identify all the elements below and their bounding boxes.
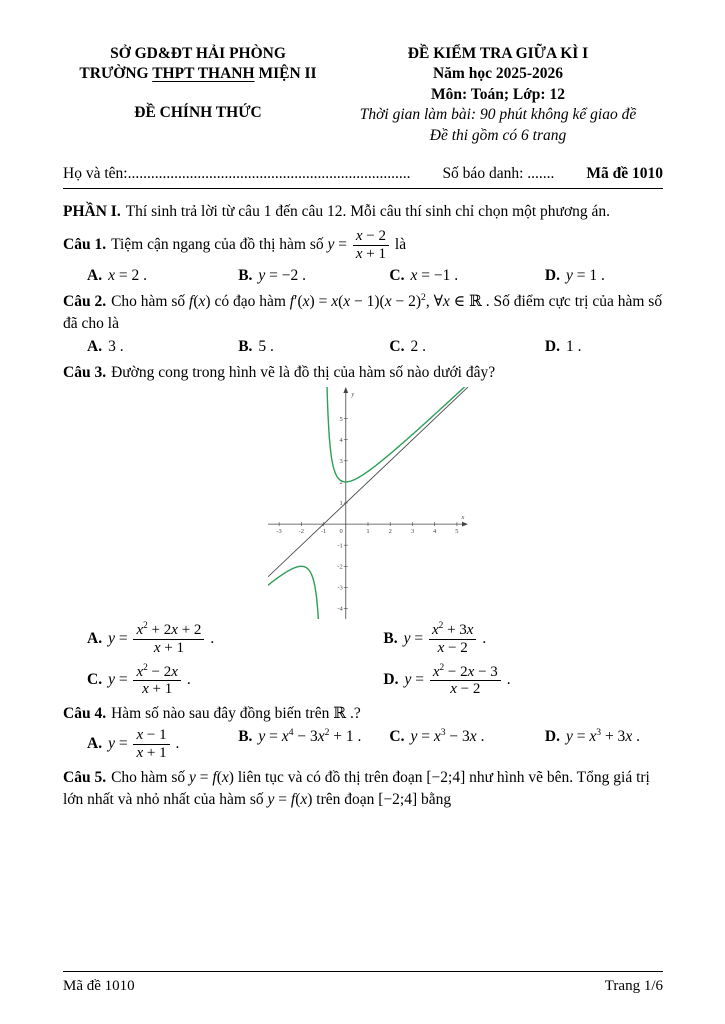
question-2 [63,291,663,358]
subject-grade: Môn: Toán; Lớp: 12 [431,85,565,103]
question-4-stem [63,703,663,725]
option-c-value: 2 . [410,337,426,355]
option-c-label: C. [389,266,405,284]
official-exam-label: ĐỀ CHÍNH THỨC [134,103,262,121]
question-4-option-d [545,726,663,763]
svg-text:1: 1 [339,500,343,508]
question-1-options [63,265,663,287]
question-3-option-d [383,663,663,700]
svg-text:-4: -4 [337,605,343,613]
option-c-value: y = $\frac{x^2 - 2x}{x + 1}$ . [108,662,191,698]
option-d-value: y = 1 . [565,266,605,284]
svg-text:-1: -1 [320,528,327,536]
question-2-option-c [389,336,545,358]
footer-page-number: Trang 1/6 [604,977,663,994]
question-3-text: Đường cong trong hình vẽ là đồ thị của hàm số nào dưới đây? [111,363,496,381]
duration-note: Thời gian làm bài: 90 phút không kể giao đề [359,106,637,124]
question-4-option-c [389,726,545,763]
svg-text:-1: -1 [337,542,343,550]
option-b-value: $y = x^4 - 3x^2 + 1$ . [258,727,362,746]
svg-text:y: y [351,390,355,398]
svg-text:3: 3 [339,457,343,465]
option-b-label: B. [383,629,398,647]
option-d-label: D. [544,266,560,284]
question-3 [63,362,663,699]
svg-text:-3: -3 [337,584,343,592]
question-2-option-d [545,336,663,358]
student-info-row [63,163,663,189]
school-name-post: MIỆN II [254,65,317,83]
student-name-field: Họ và tên:......................................................................... [63,165,411,183]
part-1-heading [63,201,663,223]
question-3-figure [268,387,663,619]
school-name-underlined: THPT THANH [152,65,255,83]
option-a-label: A. [87,735,103,753]
school-name [63,64,333,84]
header-left [63,44,333,146]
option-a-value: y = $\frac{x^2 + 2x + 2}{x + 1}$ . [108,620,215,656]
svg-text:0: 0 [339,528,343,536]
page-count-note: Đề thi gồm có 6 trang [429,126,567,144]
option-b-value: y = $\frac{x^2 + 3x}{x - 2}$ . [403,620,487,656]
question-1-label: Câu 1. [63,236,107,254]
question-3-options [63,621,663,699]
school-name-pre: TRƯỜNG [79,65,153,83]
option-b-label: B. [238,266,253,284]
question-5-text: Cho hàm số y = f(x) liên tục và có đồ thị trên đoạn [−2;4] như hình vẽ bên. Tổng giá trị lớn nhất và nhỏ nhất của hàm số y = f(x) trên đoạn [−2;4] bằng [63,768,650,808]
question-3-option-c [87,663,383,700]
svg-text:2: 2 [339,479,343,487]
question-3-stem [63,362,663,384]
question-2-stem [63,291,663,335]
part-1-text: Thí sinh trả lời từ câu 1 đến câu 12. Mỗi câu thí sinh chỉ chọn một phương án. [125,203,611,221]
option-c-label: C. [389,337,405,355]
option-d-label: D. [544,337,560,355]
curve-plot [268,387,468,619]
exam-code: Mã đề 1010 [586,165,663,183]
question-4-label: Câu 4. [63,705,107,723]
header-right [333,44,663,146]
school-year: Năm học 2025-2026 [432,65,564,83]
svg-text:5: 5 [339,415,343,423]
question-2-option-b [238,336,389,358]
question-1-option-a [87,265,238,287]
page-footer [63,971,663,997]
question-4-options [63,726,663,763]
question-1-text: Tiệm cận ngang của đồ thị hàm số y = $\frac{x - 2}{x + 1}$ là [111,228,407,263]
svg-text:4: 4 [433,528,437,536]
option-a-label: A. [87,337,103,355]
svg-text:-3: -3 [276,528,282,536]
option-d-label: D. [544,728,560,746]
svg-text:-2: -2 [298,528,305,536]
option-b-label: B. [238,337,253,355]
question-3-option-a [87,621,383,658]
option-a-label: A. [87,629,103,647]
option-a-value: y = $\frac{x - 1}{x + 1}$ . [108,727,180,762]
option-b-value: 5 . [258,337,274,355]
exam-header [63,44,663,146]
option-d-value: y = $\frac{x^2 - 2x - 3}{x - 2}$ . [404,662,511,698]
question-3-option-b [383,621,663,658]
question-1-stem [63,227,663,264]
question-1 [63,227,663,287]
svg-text:4: 4 [339,436,343,444]
question-3-label: Câu 3. [63,363,107,381]
svg-text:3: 3 [410,528,415,536]
option-c-value: x = −1 . [410,266,459,284]
question-5-stem [63,767,663,811]
question-2-option-a [87,336,238,358]
footer-exam-code: Mã đề 1010 [63,977,135,994]
svg-text:-2: -2 [337,563,343,571]
option-a-value: 3 . [108,337,124,355]
question-4-text: Hàm số nào sau đây đồng biến trên ℝ .? [111,705,361,723]
svg-text:1: 1 [366,528,370,536]
option-c-value: $y = x^3 - 3x$ . [410,727,485,746]
question-4-option-a [87,726,238,763]
option-d-value: $y = x^3 + 3x$ . [565,727,640,746]
question-2-options [63,336,663,358]
option-a-label: A. [87,266,103,284]
part-1-label: PHẦN I. [63,203,121,221]
question-2-label: Câu 2. [63,292,107,310]
question-2-text: Cho hàm số f(x) có đạo hàm $f'(x) = x(x - 1)(x - 2)^2$, ∀x ∈ ℝ . Số điểm cực trị của hàm số đã cho là [63,291,663,332]
svg-text:5: 5 [455,528,459,536]
question-1-option-c [389,265,545,287]
option-b-value: y = −2 . [258,266,307,284]
option-a-value: x = 2 . [108,266,147,284]
option-c-label: C. [87,671,103,689]
question-5 [63,767,663,811]
question-1-option-b [238,265,389,287]
svg-text:x: x [461,514,465,522]
option-b-label: B. [238,728,253,746]
question-4 [63,703,663,763]
student-id-field: Số báo danh: ....... [442,165,555,183]
question-4-option-b [238,726,389,763]
question-1-option-d [545,265,663,287]
option-c-label: C. [389,728,405,746]
exam-title: ĐỀ KIỂM TRA GIỮA KÌ I [407,45,589,62]
question-5-label: Câu 5. [63,768,107,786]
option-d-value: 1 . [565,337,582,355]
department-name: SỞ GD&ĐT HẢI PHÒNG [110,45,286,62]
option-d-label: D. [383,671,399,689]
svg-text:2: 2 [388,528,392,536]
